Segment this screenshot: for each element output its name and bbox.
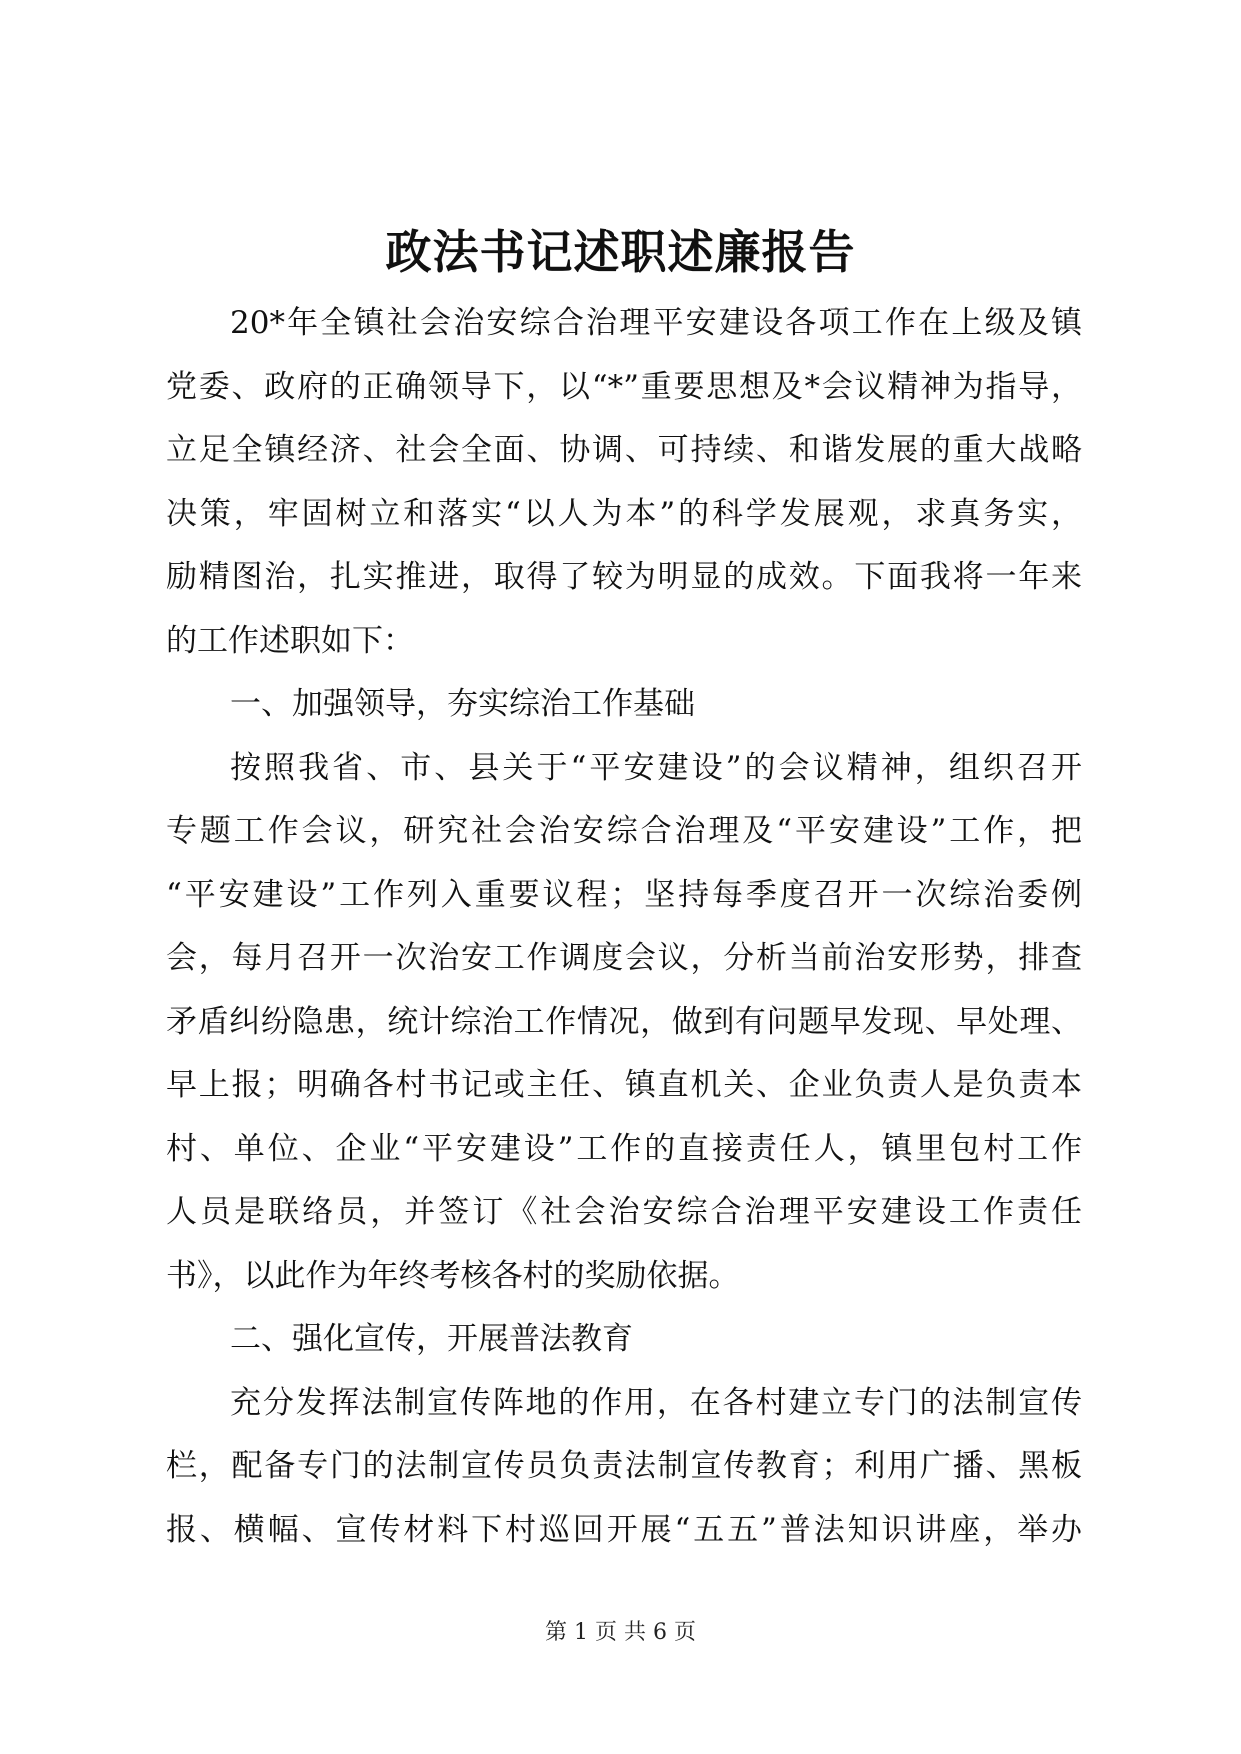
document-title: 政法书记述职述廉报告 (385, 225, 856, 279)
text-line: 人员是联络员，并签订《社会治安综合治理平安建设工作责任 (166, 1194, 1082, 1230)
section-heading: 一、加强领导，夯实综治工作基础 (230, 686, 695, 722)
text-line: 报、横幅、宣传材料下村巡回开展“五五”普法知识讲座，举办 (166, 1511, 1082, 1548)
text-line: 立足全镇经济、社会全面、协调、可持续、和谐发展的重大战略 (166, 432, 1082, 468)
text-line: 会，每月召开一次治安工作调度会议，分析当前治安形势，排查 (166, 940, 1082, 976)
text-line: 早上报；明确各村书记或主任、镇直机关、企业负责人是负责本 (166, 1067, 1082, 1103)
text-line: 励精图治，扎实推进，取得了较为明显的成效。下面我将一年来 (166, 559, 1082, 595)
text-line: 栏，配备专门的法制宣传员负责法制宣传教育；利用广播、黑板 (166, 1448, 1082, 1484)
document-body (166, 292, 1082, 1562)
page-number-footer: 第 1 页 共 6 页 (545, 1620, 696, 1645)
text-line: 充分发挥法制宣传阵地的作用，在各村建立专门的法制宣传 (230, 1384, 1082, 1421)
text-line: 20*年全镇社会治安综合治理平安建设各项工作在上级及镇 (230, 305, 1082, 341)
text-line: 的工作述职如下： (166, 622, 414, 659)
text-line: 矛盾纠纷隐患，统计综治工作情况，做到有问题早发现、早处理、 (166, 1003, 1082, 1040)
text-line: 决策，牢固树立和落实“以人为本”的科学发展观，求真务实， (166, 495, 1082, 532)
section-heading: 二、强化宣传，开展普法教育 (230, 1321, 633, 1357)
text-line: “平安建设”工作列入重要议程；坚持每季度召开一次综治委例 (166, 876, 1082, 913)
text-line: 专题工作会议，研究社会治安综合治理及“平安建设”工作，把 (166, 813, 1082, 849)
text-line: 党委、政府的正确领导下，以“*”重要思想及*会议精神为指导， (166, 368, 1082, 405)
text-line: 书》，以此作为年终考核各村的奖励依据。 (166, 1257, 740, 1294)
text-line: 按照我省、市、县关于“平安建设”的会议精神，组织召开 (230, 749, 1082, 786)
text-line: 村、单位、企业“平安建设”工作的直接责任人，镇里包村工作 (166, 1130, 1082, 1167)
